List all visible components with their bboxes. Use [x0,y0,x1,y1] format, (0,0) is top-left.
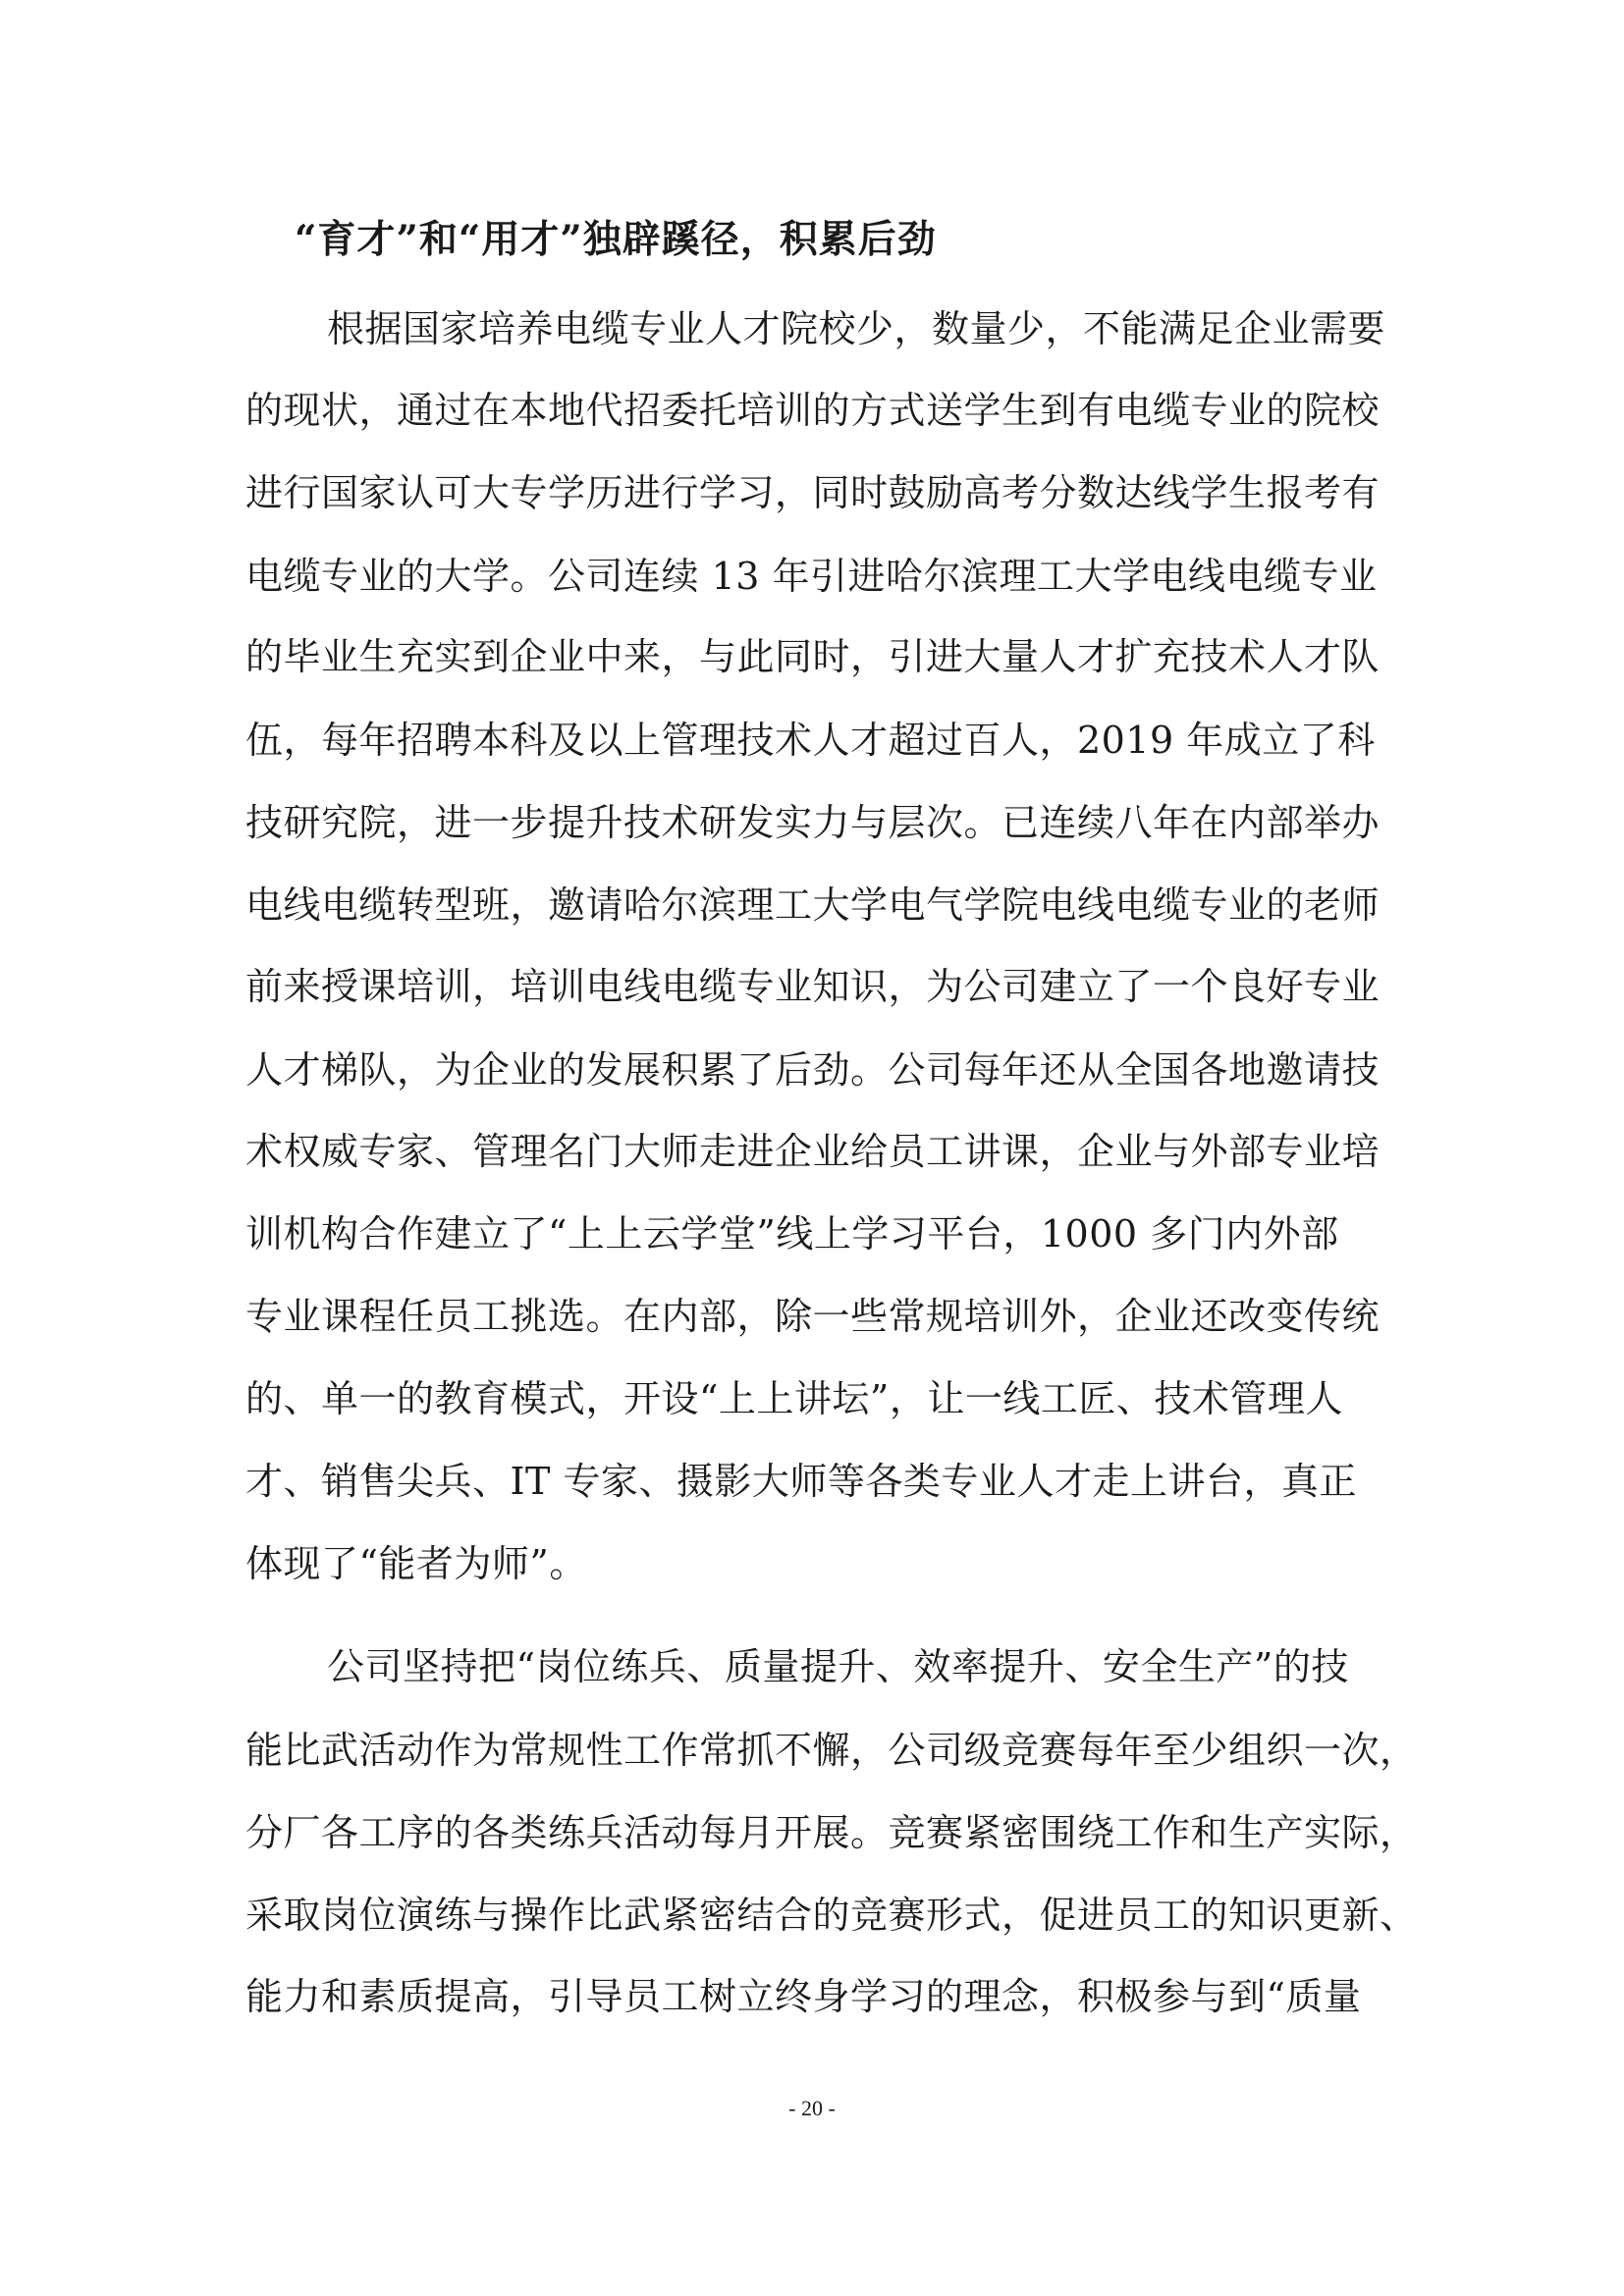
paragraph-line: 的毕业生充实到企业中来，与此同时，引进大量人才扩充技术人才队 [245,635,1380,678]
page-number: - 20 - [788,2096,836,2120]
section-heading: “育才”和“用才”独辟蹊径，积累后劲 [295,217,937,262]
paragraph-line: 术权威专家、管理名门大师走进企业给员工讲课，企业与外部专业培 [245,1130,1380,1173]
paragraph-line: 进行国家认可大专学历进行学习，同时鼓励高考分数达线学生报考有 [245,471,1380,514]
paragraph-line: 根据国家培养电缆专业人才院校少，数量少，不能满足企业需要 [327,307,1386,350]
paragraph-line: 电缆专业的大学。公司连续 13 年引进哈尔滨理工大学电线电缆专业 [245,555,1378,598]
paragraph-line: 才、销售尖兵、IT 专家、摄影大师等各类专业人才走上讲台，真正 [245,1460,1357,1503]
paragraph-line: 能力和素质提高，引导员工树立终身学习的理念，积极参与到“质量 [245,1975,1362,2018]
paragraph-line: 训机构合作建立了“上上云学堂”线上学习平台，1000 多门内外部 [245,1212,1339,1255]
paragraph-line: 人才梯队，为企业的发展积累了后劲。公司每年还从全国各地邀请技 [245,1048,1380,1092]
paragraph-line: 分厂各工序的各类练兵活动每月开展。竞赛紧密围绕工作和生产实际， [245,1811,1418,1854]
paragraph-line: 的现状，通过在本地代招委托培训的方式送学生到有电缆专业的院校 [245,389,1380,432]
paragraph-line: 公司坚持把“岗位练兵、质量提升、效率提升、安全生产”的技 [327,1645,1349,1688]
paragraph-line: 能比武活动作为常规性工作常抓不懈，公司级竞赛每年至少组织一次， [245,1729,1418,1772]
paragraph-line: 的、单一的教育模式，开设“上上讲坛”，让一线工匠、技术管理人 [245,1377,1343,1420]
paragraph-line: 技研究院，进一步提升技术研发实力与层次。已连续八年在内部举办 [245,801,1380,844]
paragraph-line: 体现了“能者为师”。 [245,1542,587,1585]
paragraph-line: 前来授课培训，培训电线电缆专业知识，为公司建立了一个良好专业 [245,965,1380,1008]
paragraph-line: 专业课程任员工挑选。在内部，除一些常规培训外，企业还改变传统 [245,1295,1380,1338]
paragraph-line: 采取岗位演练与操作比武紧密结合的竞赛形式，促进员工的知识更新、 [245,1894,1418,1937]
paragraph-line: 伍，每年招聘本科及以上管理技术人才超过百人，2019 年成立了科 [245,719,1376,762]
paragraph-line: 电线电缆转型班，邀请哈尔滨理工大学电气学院电线电缆专业的老师 [245,883,1380,927]
